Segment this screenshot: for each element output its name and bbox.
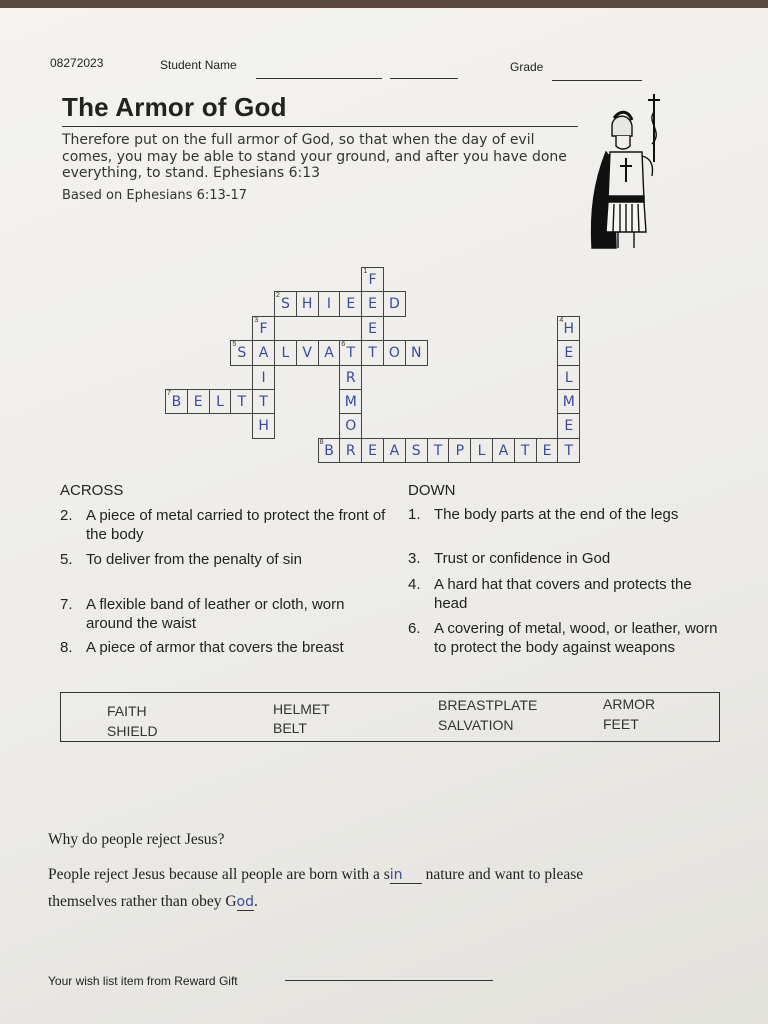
crossword-number: 5 xyxy=(232,341,237,349)
wish-list-label: Your wish list item from Reward Gift xyxy=(48,974,238,988)
crossword-cell[interactable]: T xyxy=(252,389,275,414)
word-bank-item: SALVATION xyxy=(438,717,514,733)
crossword-cell[interactable]: T xyxy=(427,438,450,463)
crossword-cell[interactable]: T xyxy=(361,340,384,365)
word-bank-item: HELMET xyxy=(273,701,330,717)
crossword-cell[interactable]: H xyxy=(557,316,580,341)
crossword-cell[interactable]: H xyxy=(296,291,319,316)
crossword-cell[interactable]: D xyxy=(383,291,406,316)
grade-line[interactable] xyxy=(552,80,642,81)
knight-with-shield-and-sword-icon xyxy=(586,92,668,252)
crossword-cell[interactable]: S xyxy=(405,438,428,463)
student-name-label: Student Name xyxy=(160,58,237,72)
question-prompt: Why do people reject Jesus? xyxy=(48,831,225,848)
scripture-basis: Based on Ephesians 6:13-17 xyxy=(62,188,247,203)
crossword-number: 7 xyxy=(167,390,171,397)
student-name-line-2[interactable] xyxy=(390,78,458,79)
answer-line-2: themselves rather than obey God. xyxy=(48,893,258,910)
down-clue-3: 3. Trust or confidence in God xyxy=(408,550,611,567)
crossword-cell[interactable]: E xyxy=(339,291,362,316)
crossword-cell[interactable]: I xyxy=(252,365,275,390)
crossword-cell[interactable]: O xyxy=(339,413,362,438)
across-heading: ACROSS xyxy=(60,482,124,499)
crossword-cell[interactable]: H xyxy=(252,413,275,438)
answer-fill-1[interactable]: in xyxy=(390,867,422,884)
crossword-cell[interactable]: B xyxy=(165,389,188,414)
crossword-cell[interactable]: L xyxy=(470,438,493,463)
crossword-cell[interactable]: E xyxy=(557,340,580,365)
page-title: The Armor of God xyxy=(62,92,287,122)
across-clue-7: 7. A flexible band of leather or cloth, worn around the waist xyxy=(60,596,345,632)
crossword-cell[interactable]: A xyxy=(252,340,275,365)
worksheet-page xyxy=(0,8,768,1024)
crossword-cell[interactable]: S xyxy=(274,291,297,316)
crossword-number: 3 xyxy=(254,316,259,324)
word-bank-item: FEET xyxy=(603,716,639,732)
crossword-number: 6 xyxy=(341,341,346,349)
word-bank-item: FAITH xyxy=(107,703,147,719)
answer-line-1: People reject Jesus because all people are born with a sin nature and want to please xyxy=(48,866,584,883)
down-clue-6: 6. A covering of metal, wood, or leather, worn to protect the body against weapons xyxy=(408,620,718,656)
across-clue-5: 5. To deliver from the penalty of sin xyxy=(60,551,302,568)
crossword-cell[interactable]: E xyxy=(536,438,559,463)
down-heading: DOWN xyxy=(408,482,456,499)
crossword-number: 4 xyxy=(559,316,564,324)
crossword-cell[interactable]: A xyxy=(492,438,515,463)
title-underline xyxy=(62,126,578,127)
crossword-cell[interactable]: S xyxy=(230,340,253,365)
word-bank-item: BELT xyxy=(273,720,307,736)
crossword-cell[interactable]: F xyxy=(361,267,384,292)
crossword-cell[interactable]: F xyxy=(252,316,275,341)
crossword-cell[interactable]: A xyxy=(383,438,406,463)
crossword-cell[interactable]: V xyxy=(296,340,319,365)
crossword-cell[interactable]: T xyxy=(557,438,580,463)
word-bank-item: ARMOR xyxy=(603,696,656,712)
crossword-cell[interactable]: T xyxy=(230,389,253,414)
crossword-cell[interactable]: L xyxy=(209,389,232,414)
crossword-cell[interactable]: I xyxy=(318,291,341,316)
scripture-quote: Therefore put on the full armor of God, so that when the day of evil comes, you may be able to stand your ground, and after you have done everything, to stand. Ephesians 6:13 xyxy=(62,132,567,181)
student-name-line[interactable] xyxy=(256,78,382,79)
crossword-cell[interactable]: T xyxy=(339,340,362,365)
crossword-number: 8 xyxy=(319,438,324,446)
crossword-cell[interactable]: P xyxy=(448,438,471,463)
crossword-cell[interactable]: L xyxy=(274,340,297,365)
crossword-cell[interactable]: M xyxy=(339,389,362,414)
across-clue-8: 8. A piece of armor that covers the breast xyxy=(60,639,344,656)
crossword-cell[interactable]: B xyxy=(318,438,341,463)
crossword-number: 2 xyxy=(276,292,280,300)
down-clue-1: 1. The body parts at the end of the legs xyxy=(408,506,679,523)
wish-list-line[interactable] xyxy=(285,980,493,981)
crossword-cell[interactable]: T xyxy=(514,438,537,463)
answer-fill-2[interactable]: od xyxy=(236,894,254,910)
word-bank-item: BREASTPLATE xyxy=(438,697,538,713)
worksheet-code: 08272023 xyxy=(50,56,104,70)
across-clue-2: 2. A piece of metal carried to protect the front of the body xyxy=(60,507,386,543)
crossword-cell[interactable]: E xyxy=(557,413,580,438)
crossword-cell[interactable]: E xyxy=(361,291,384,316)
crossword-cell[interactable]: A xyxy=(318,340,341,365)
crossword-cell[interactable]: E xyxy=(361,316,384,341)
crossword-cell[interactable]: L xyxy=(557,365,580,390)
crossword-number: 1 xyxy=(363,268,368,275)
crossword-cell[interactable]: E xyxy=(361,438,384,463)
crossword-cell[interactable]: O xyxy=(383,340,406,365)
crossword-cell[interactable]: N xyxy=(405,340,428,365)
crossword-cell[interactable]: M xyxy=(557,389,580,414)
grade-label: Grade xyxy=(510,60,544,74)
crossword-cell[interactable]: E xyxy=(187,389,210,414)
down-clue-4: 4. A hard hat that covers and protects the head xyxy=(408,576,692,612)
crossword-cell[interactable]: R xyxy=(339,438,362,463)
word-bank xyxy=(60,692,720,742)
word-bank-item: SHIELD xyxy=(107,723,158,739)
crossword-cell[interactable]: R xyxy=(339,365,362,390)
